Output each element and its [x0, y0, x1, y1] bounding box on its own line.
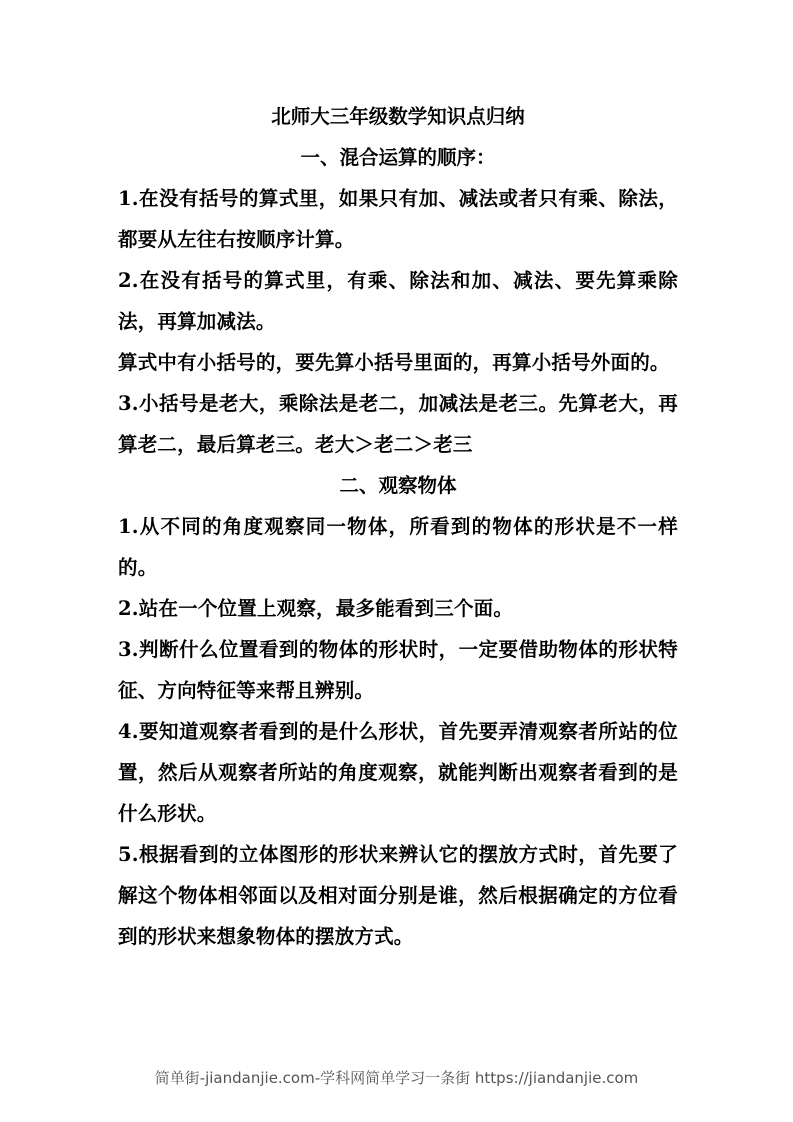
paragraph: 3.小括号是老大，乘除法是老二，加减法是老三。先算老大，再算老二，最后算老三。老大＞老二＞老三 — [118, 392, 678, 456]
paragraph: 1.从不同的角度观察同一物体，所看到的物体的形状是不一样的。 — [118, 515, 678, 579]
document-title: 北师大三年级数学知识点归纳 — [271, 105, 525, 128]
paragraph: 2.站在一个位置上观察，最多能看到三个面。 — [118, 597, 514, 620]
section-observing-objects — [118, 465, 678, 957]
section-heading: 二、观察物体 — [339, 474, 457, 497]
paragraph: 2.在没有括号的算式里，有乘、除法和加、减法、要先算乘除法，再算加减法。 — [118, 269, 678, 333]
section-heading: 一、混合运算的顺序： — [300, 146, 496, 169]
paragraph: 1.在没有括号的算式里，如果只有加、减法或者只有乘、除法，都要从左往右按顺序计算。 — [118, 187, 678, 251]
paragraph: 4.要知道观察者看到的是什么形状，首先要弄清观察者所站的位置，然后从观察者所站的角度观察，就能判断出观察者看到的是什么形状。 — [118, 720, 678, 825]
document-page — [118, 96, 678, 957]
paragraph: 5.根据看到的立体图形的形状来辨认它的摆放方式时，首先要了解这个物体相邻面以及相对面分别是谁，然后根据确定的方位看到的形状来想象物体的摆放方式。 — [118, 843, 678, 948]
paragraph: 算式中有小括号的，要先算小括号里面的，再算小括号外面的。 — [118, 351, 670, 374]
paragraph: 3.判断什么位置看到的物体的形状时，一定要借助物体的形状特征、方向特征等来帮且辨别。 — [118, 638, 678, 702]
page-footer: 简单街-jiandanjie.com-学科网简单学习一条街 https://jiandanjie.com — [154, 1069, 639, 1087]
section-mixed-operations — [118, 137, 678, 465]
